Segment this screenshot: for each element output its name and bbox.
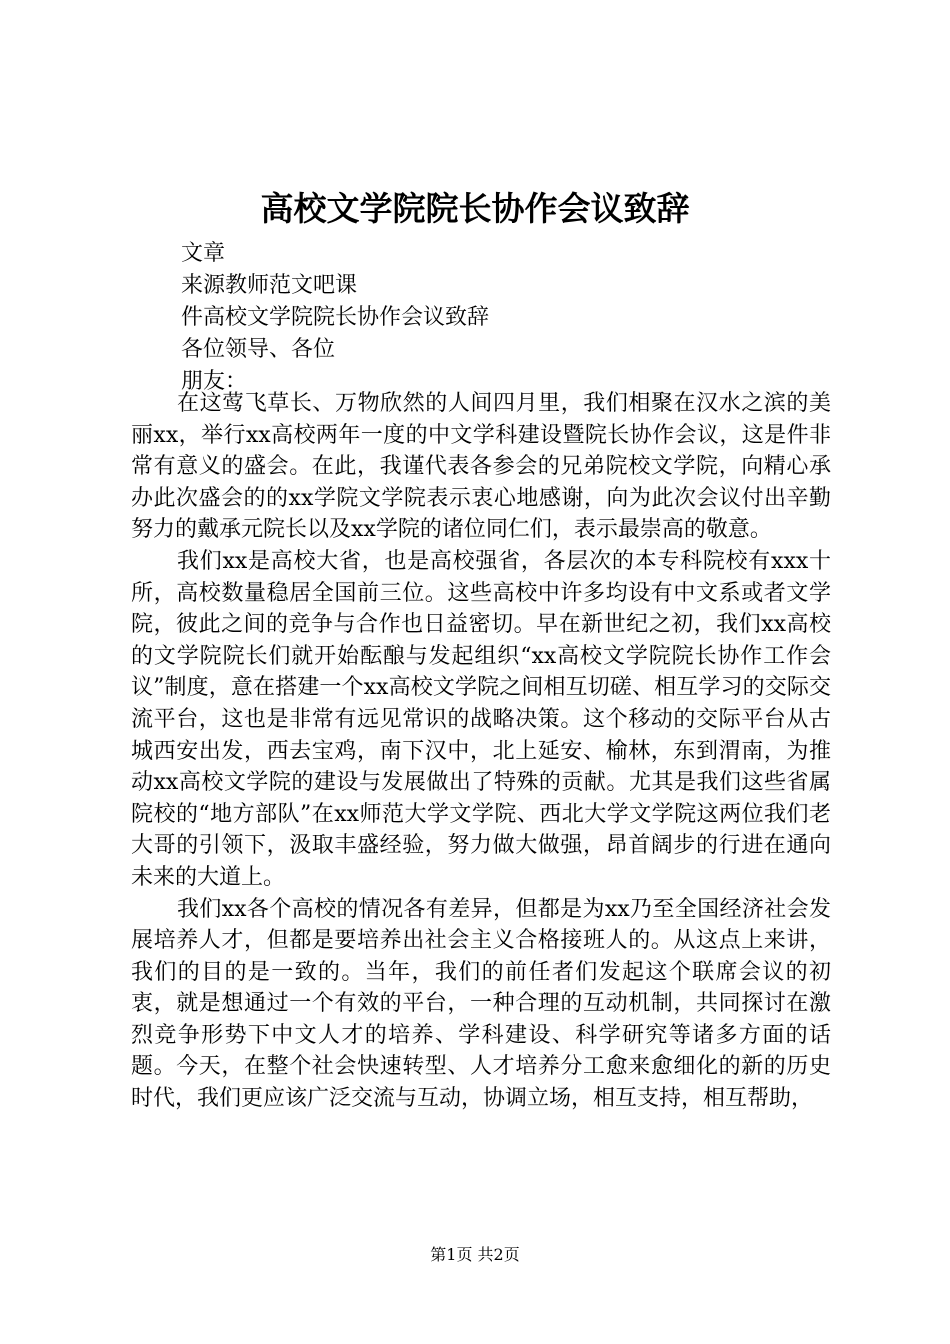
intro-line: 各位领导、各位 [181,337,336,362]
intro-line: 文章 [181,241,226,266]
intro-line: 来源教师范文吧课 [181,273,358,298]
paragraph: 在这莺飞草长、万物欣然的人间四月里，我们相聚在汉水之滨的美丽xx，举行xx高校两年一度的中文学科建设暨院长协作会议，这是件非常有意义的盛会。在此，我谨代表各参会的兄弟院校文学院，向精心承办此次盛会的的xx学院文学院表示衷心地感谢，向为此次会议付出辛勤努力的戴承元院长以及xx学院的诸位同仁们，表示最崇高的敬意。 [131,391,831,543]
intro-line: 件高校文学院院长协作会议致辞 [181,305,490,330]
intro-line: 朋友： [181,369,248,394]
paragraph: 我们xx是高校大省，也是高校强省，各层次的本专科院校有xxx十所，高校数量稳居全国前三位。这些高校中许多均设有中文系或者文学院，彼此之间的竞争与合作也日益密切。早在新世纪之初，我们xx高校的文学院院长们就开始酝酿与发起组织“xx高校文学院院长协作工作会议”制度，意在搭建一个xx高校文学院之间相互切磋、相互学习的交际交流平台，这也是非常有远见常识的战略决策。这个移动的交际平台从古城西安出发，西去宝鸡，南下汉中，北上延安、榆林，东到渭南，为推动xx高校文学院的建设与发展做出了特殊的贡献。尤其是我们这些省属院校的“地方部队”在xx师范大学文学院、西北大学文学院这两位我们老大哥的引领下，汲取丰盛经验，努力做大做强，昂首阔步的行进在通向未来的大道上。 [131,548,831,890]
page-footer: 第1页 共2页 [430,1245,520,1264]
intro-block [181,238,821,398]
body-text [131,388,831,1115]
document-title: 高校文学院院长协作会议致辞 [260,189,690,228]
paragraph: 我们xx各个高校的情况各有差异，但都是为xx乃至全国经济社会发展培养人才，但都是要培养出社会主义合格接班人的。从这点上来讲，我们的目的是一致的。当年，我们的前任者们发起这个联席会议的初衷，就是想通过一个有效的平台，一种合理的互动机制，共同探讨在激烈竞争形势下中文人才的培养、学科建设、科学研究等诸多方面的话题。今天，在整个社会快速转型、人才培养分工愈来愈细化的新的历史时代，我们更应该广泛交流与互动，协调立场，相互支持，相互帮助， [131,896,831,1112]
